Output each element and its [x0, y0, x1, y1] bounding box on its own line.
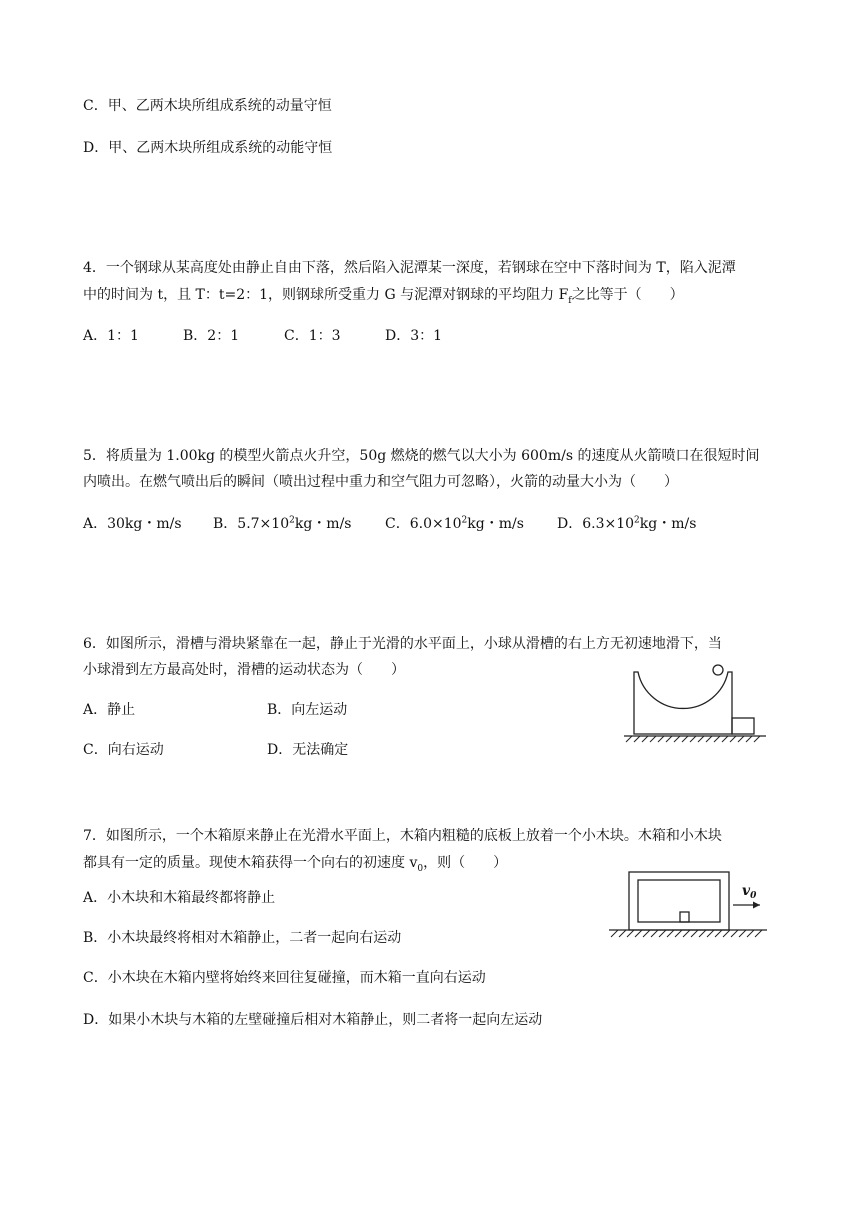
q7-box-figure	[605, 868, 770, 944]
q4-option-c: C．1：3	[284, 328, 341, 344]
velocity-label: $v_0$	[742, 883, 757, 901]
q7-option-c: C．小木块在木箱内壁将始终来回往复碰撞，而木箱一直向右运动	[83, 970, 486, 986]
q4-stem-line2: 中的时间为 t，且 T：t=2：1，则钢球所受重力 G 与泥潭对钢球的平均阻力 $F_f$之比等于（ ）	[83, 287, 684, 306]
q4-options	[83, 326, 442, 346]
q4-option-a: A．1：1	[83, 328, 139, 344]
floor-hatching	[611, 930, 762, 937]
wooden-box-inner	[638, 880, 720, 922]
q6-groove-figure	[620, 660, 770, 745]
q4-option-b: B．2：1	[183, 328, 240, 344]
small-block	[680, 912, 689, 922]
q7-stem-line2: 都具有一定的质量。现使木箱获得一个向右的初速度 $v_0$，则（ ）	[83, 855, 508, 874]
q4-stem-line1: 4．一个钢球从某高度处由静止自由下落，然后陷入泥潭某一深度，若钢球在空中下落时间为 T，陷入泥潭	[83, 260, 736, 276]
q5-options	[83, 514, 696, 534]
q5-option-a: A．30kg・m/s	[83, 516, 182, 532]
wooden-box-outer	[629, 872, 729, 930]
q6-stem-line1: 6．如图所示，滑槽与滑块紧靠在一起，静止于光滑的水平面上，小球从滑槽的右上方无初速地滑下，当	[83, 636, 722, 652]
q4-option-d: D．3：1	[385, 328, 443, 344]
ball	[713, 665, 723, 675]
q7-stem-line1: 7．如图所示，一个木箱原来静止在光滑水平面上，木箱内粗糙的底板上放着一个小木块。木箱和小木块	[83, 828, 722, 844]
q5-stem-line2: 内喷出。在燃气喷出后的瞬间（喷出过程中重力和空气阻力可忽略），火箭的动量大小为（ ）	[83, 474, 678, 490]
q5-option-b: B．$5.7\times 10^2kg$・m/s	[213, 515, 352, 532]
q7-option-a: A．小木块和木箱最终都将静止	[83, 890, 276, 906]
q5-option-d: D．$6.3\times 10^2kg$・m/s	[557, 515, 697, 532]
velocity-arrowhead	[753, 902, 760, 909]
q5-option-c: C．$6.0\times 10^2kg$・m/s	[385, 515, 524, 532]
q3-option-c: C．甲、乙两木块所组成系统的动量守恒	[83, 98, 332, 114]
ground-hatching	[626, 736, 760, 742]
q6-stem-line2: 小球滑到左方最高处时，滑槽的运动状态为（ ）	[83, 662, 405, 678]
q6-option-c: C．向右运动	[83, 742, 164, 758]
q7-option-d: D．如果小木块与木箱的左壁碰撞后相对木箱静止，则二者将一起向左运动	[83, 1012, 543, 1028]
q6-option-a: A．静止	[83, 702, 136, 718]
q6-option-b: B．向左运动	[267, 702, 348, 718]
slider-block	[732, 718, 754, 734]
groove-body	[634, 672, 732, 734]
q3-option-d: D．甲、乙两木块所组成系统的动能守恒	[83, 140, 333, 156]
q6-option-d: D．无法确定	[267, 742, 349, 758]
q7-option-b: B．小木块最终将相对木箱静止，二者一起向右运动	[83, 930, 402, 946]
q5-stem-line1: 5．将质量为 1.00kg 的模型火箭点火升空，50g 燃烧的燃气以大小为 600m/s 的速度从火箭喷口在很短时间	[83, 448, 760, 464]
